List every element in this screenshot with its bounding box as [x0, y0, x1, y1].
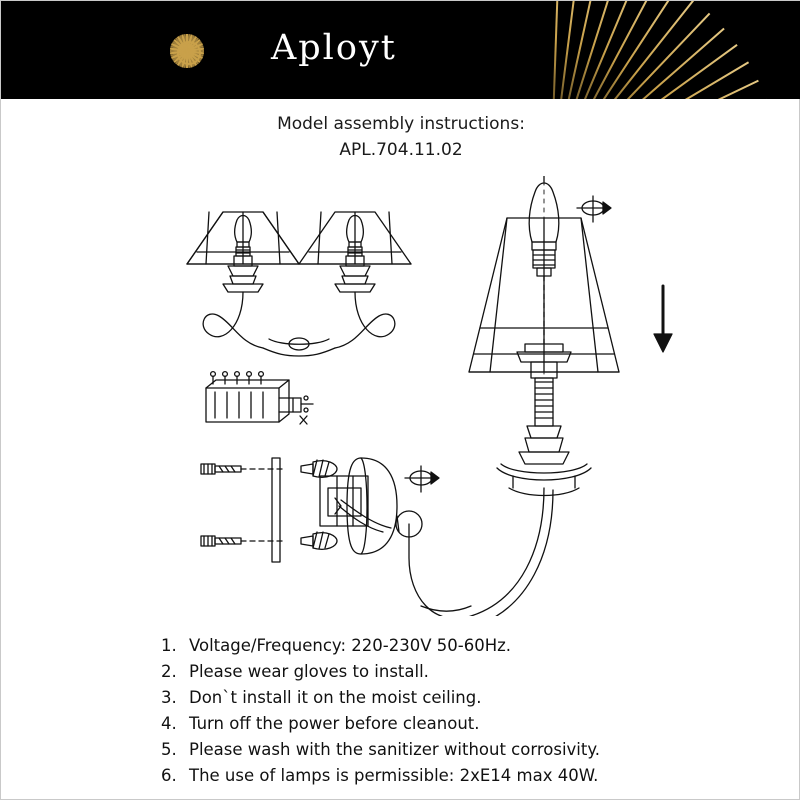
- instruction-note-row: [161, 685, 781, 711]
- note-number: 2.: [161, 662, 177, 681]
- down-arrow-icon: [654, 286, 672, 352]
- rotation-arrow-icon-left: [405, 466, 439, 492]
- title-line-1: Model assembly instructions:: [277, 114, 525, 134]
- note-number: 4.: [161, 714, 177, 733]
- instruction-notes-list: [161, 633, 781, 789]
- note-text: Turn off the power before cleanout.: [189, 714, 480, 733]
- note-text: The use of lamps is permissible: 2xE14 max 40W.: [189, 766, 599, 785]
- wall-sconce-assembly-diagram: [1, 176, 800, 616]
- screws-and-anchors: [201, 460, 337, 549]
- sunburst-emblem-icon: [151, 15, 223, 87]
- wall-mount-bracket: [272, 458, 422, 562]
- instruction-note-row: [161, 659, 781, 685]
- note-text: Please wear gloves to install.: [189, 662, 429, 681]
- note-number: 3.: [161, 688, 177, 707]
- note-text: Don`t install it on the moist ceiling.: [189, 688, 482, 707]
- instruction-note-row: [161, 737, 781, 763]
- terminal-block: [206, 372, 313, 424]
- instruction-note-row: [161, 633, 781, 659]
- note-number: 6.: [161, 766, 177, 785]
- instruction-note-row: [161, 711, 781, 737]
- two-arm-sconce-overview: [187, 212, 411, 356]
- instruction-note-row: [161, 763, 781, 789]
- note-text: Please wash with the sanitizer without corrosivity.: [189, 740, 601, 759]
- header-banner: [1, 1, 800, 99]
- fan-rays-icon: [541, 1, 800, 99]
- note-number: 5.: [161, 740, 177, 759]
- page-title: [1, 111, 800, 163]
- fan-ray: [550, 1, 560, 99]
- note-number: 1.: [161, 636, 177, 655]
- title-line-2: APL.704.11.02: [339, 140, 463, 160]
- single-arm-exploded-view: [409, 176, 619, 616]
- brand-name: Aployt: [271, 28, 397, 68]
- note-text: Voltage/Frequency: 220-230V 50-60Hz.: [189, 636, 512, 655]
- rotation-arrow-icon-top: [577, 196, 611, 222]
